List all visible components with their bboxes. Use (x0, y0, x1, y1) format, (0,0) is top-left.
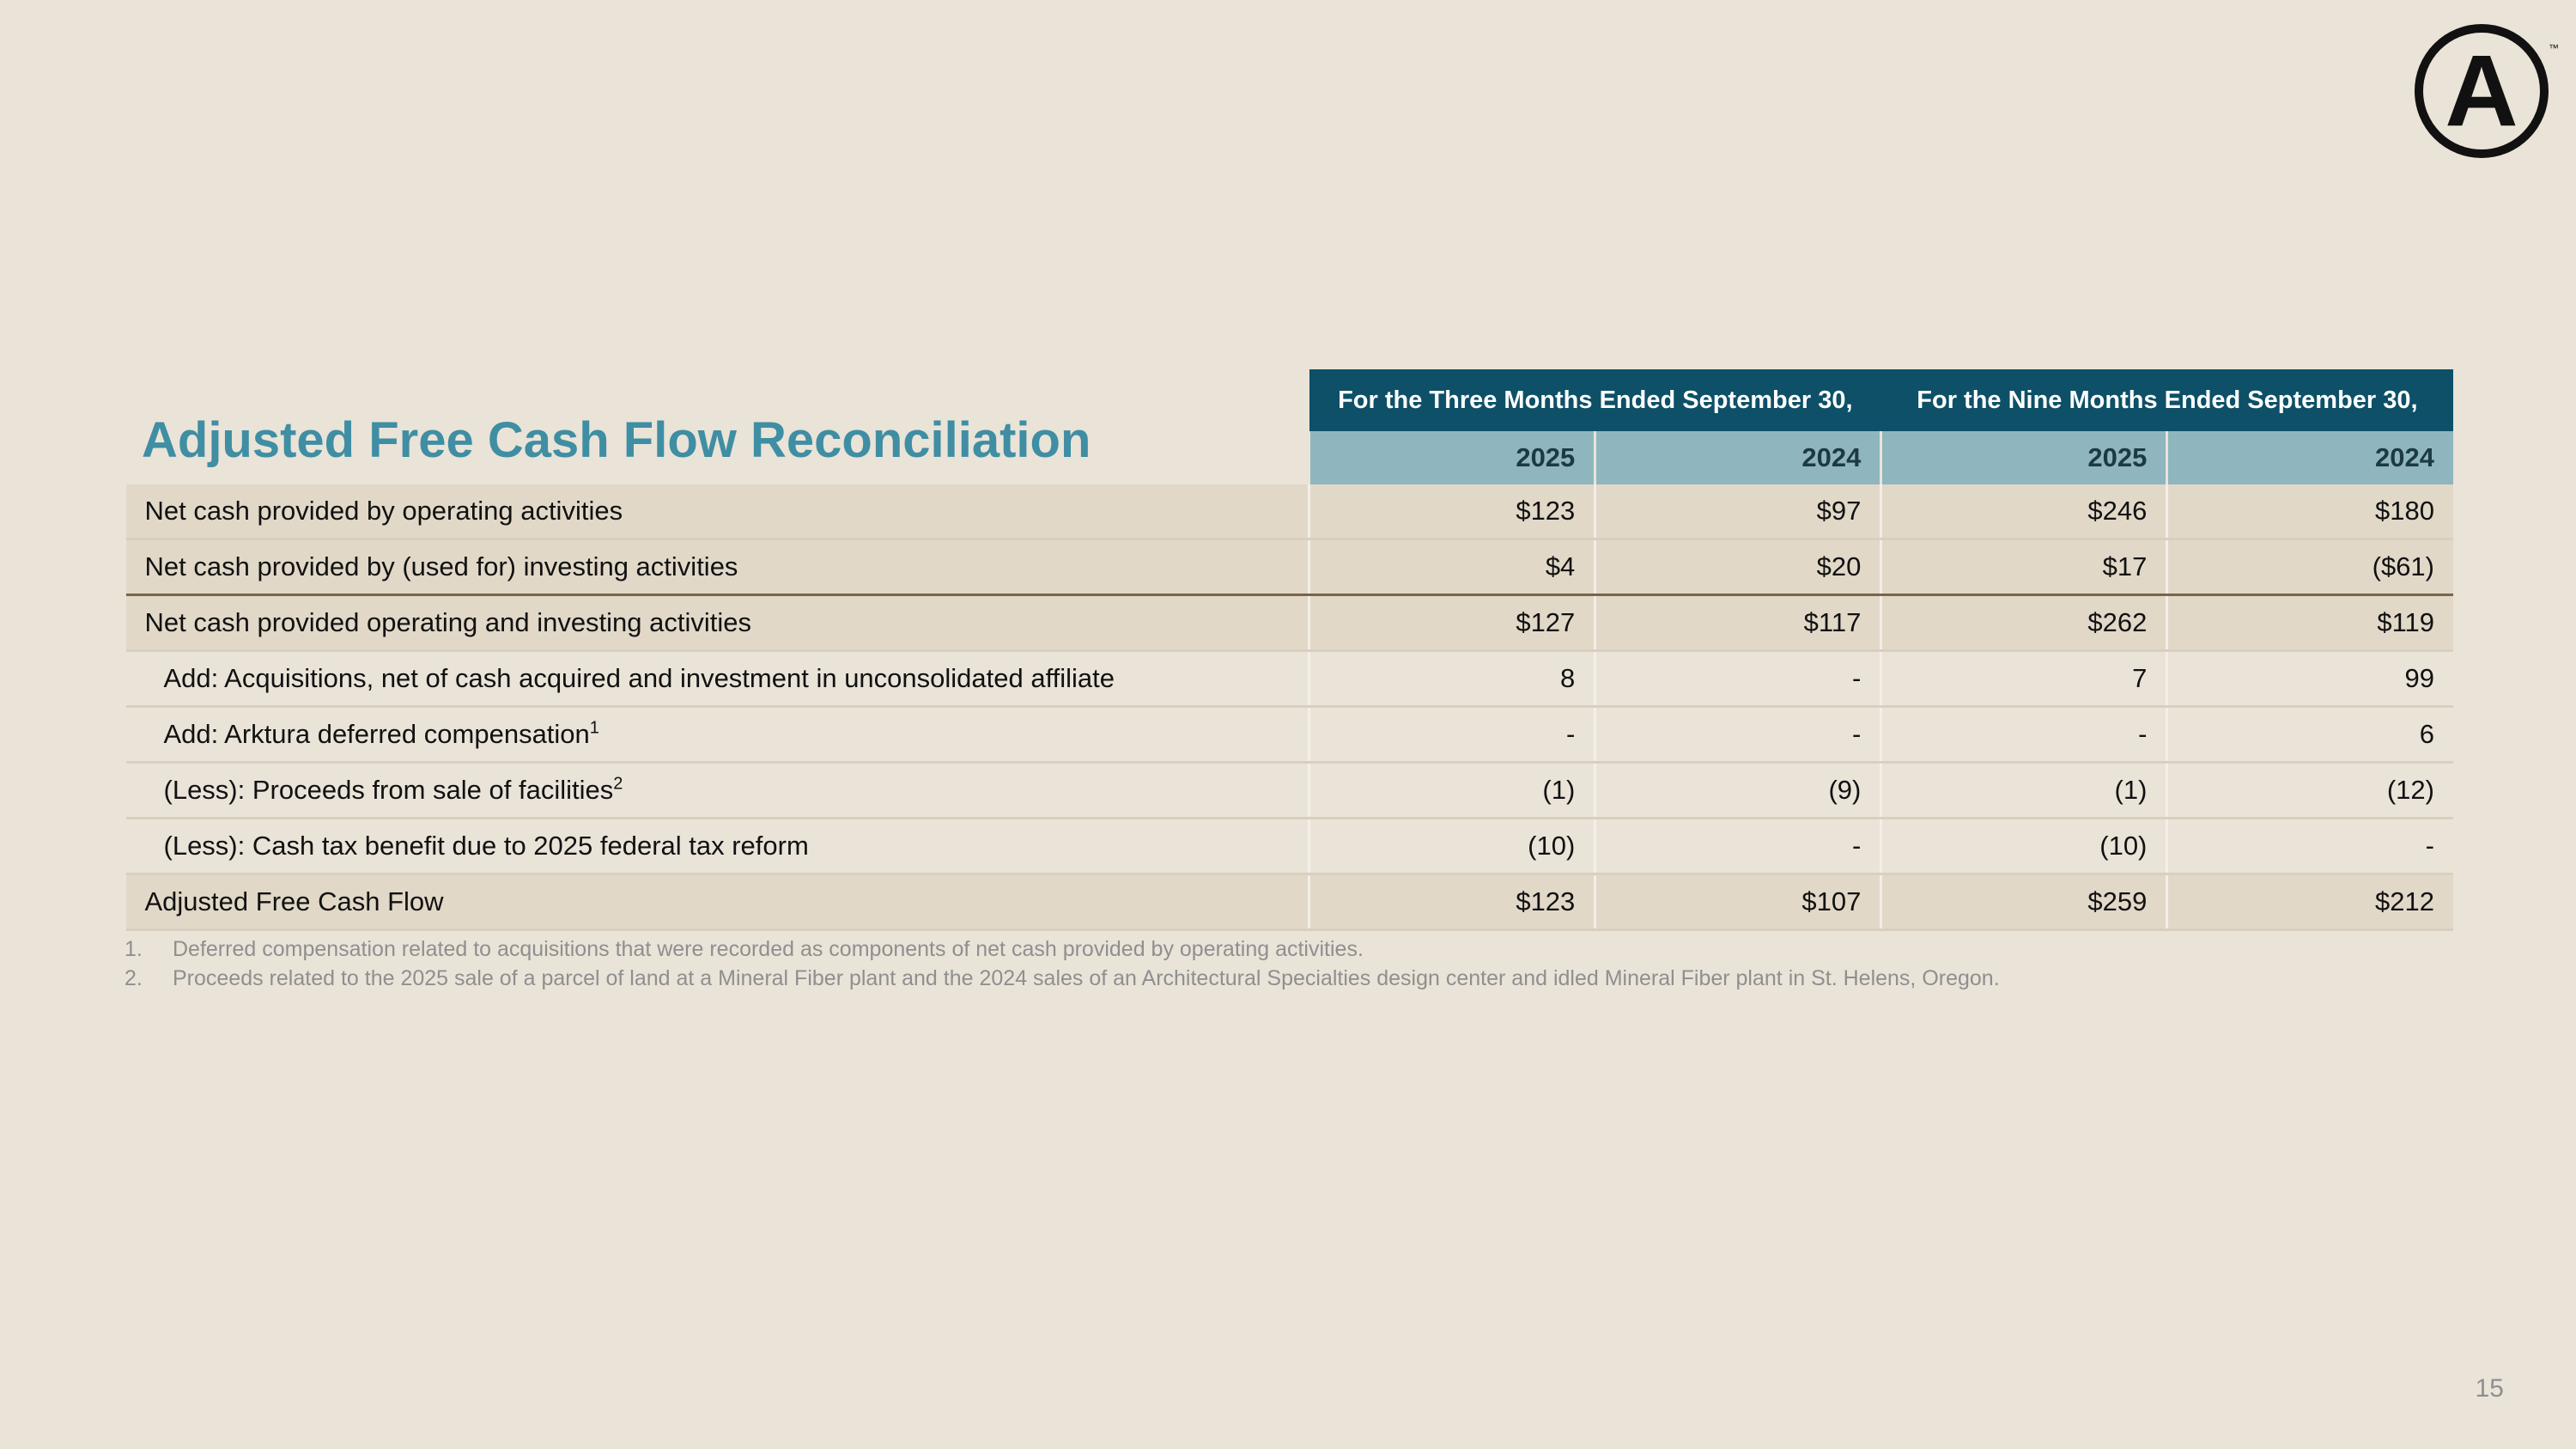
row-label: Add: Acquisitions, net of cash acquired and investment in unconsolidated affiliate (126, 651, 1309, 707)
header-nine-months: For the Nine Months Ended September 30, (1881, 369, 2453, 431)
row-value: 7 (1881, 651, 2167, 707)
row-value: 6 (2167, 707, 2453, 763)
row-value: 99 (2167, 651, 2453, 707)
table-row (126, 819, 2454, 874)
row-value: - (1309, 707, 1595, 763)
row-value: $246 (1881, 484, 2167, 539)
row-value: $123 (1309, 874, 1595, 930)
table-row (126, 651, 2454, 707)
row-label: Adjusted Free Cash Flow (126, 874, 1309, 930)
row-label: Add: Arktura deferred compensation$^1$ (126, 707, 1309, 763)
table-row (126, 484, 2454, 539)
footnote-marker: 2 (613, 774, 623, 794)
row-value: $262 (1881, 595, 2167, 651)
footnote-item (125, 964, 2099, 993)
year-header: 2024 (1595, 431, 1881, 484)
row-value: $17 (1881, 539, 2167, 595)
row-value: $117 (1595, 595, 1881, 651)
row-value: (9) (1595, 763, 1881, 819)
row-label: (Less): Cash tax benefit due to 2025 federal tax reform (126, 819, 1309, 874)
header-three-months: For the Three Months Ended September 30, (1309, 369, 1881, 431)
logo-letter: A (2445, 34, 2518, 148)
footnote-number: 2. (125, 966, 143, 990)
row-value: $259 (1881, 874, 2167, 930)
footnote-marker: 1 (589, 718, 599, 738)
page-number: 15 (2475, 1374, 2504, 1403)
row-value: (10) (1309, 819, 1595, 874)
row-value: (10) (1881, 819, 2167, 874)
year-header: 2024 (2167, 431, 2453, 484)
year-header: 2025 (1881, 431, 2167, 484)
row-value: $180 (2167, 484, 2453, 539)
row-label: Net cash provided by operating activities (126, 484, 1309, 539)
reconciliation-table (125, 369, 2453, 931)
row-value: $127 (1309, 595, 1595, 651)
header-year-row (126, 431, 2454, 484)
row-label: (Less): Proceeds from sale of facilities$^2$ (126, 763, 1309, 819)
row-value: $4 (1309, 539, 1595, 595)
logo-trademark: ™ (2549, 42, 2559, 54)
table-row (126, 707, 2454, 763)
table-row (126, 539, 2454, 595)
table-row (126, 595, 2454, 651)
footnote-text: Proceeds related to the 2025 sale of a parcel of land at a Mineral Fiber plant and the 2024 sales of an Architectural Specialties design center and idled Mineral Fiber plant in St. Helens, Oregon. (173, 966, 2000, 990)
row-value: $119 (2167, 595, 2453, 651)
row-value: - (2167, 819, 2453, 874)
row-value: ($61) (2167, 539, 2453, 595)
row-value: - (1595, 819, 1881, 874)
table-row (126, 763, 2454, 819)
header-blank (126, 369, 1309, 431)
row-value: $97 (1595, 484, 1881, 539)
header-blank (126, 431, 1309, 484)
row-value: $20 (1595, 539, 1881, 595)
row-label: Net cash provided by (used for) investing activities (126, 539, 1309, 595)
table-row-total (126, 874, 2454, 930)
armstrong-logo-icon (2413, 21, 2559, 167)
footnote-number: 1. (125, 937, 143, 961)
row-value: $123 (1309, 484, 1595, 539)
year-header: 2025 (1309, 431, 1595, 484)
footnote-text: Deferred compensation related to acquisitions that were recorded as components of net cash provided by operating activities. (173, 937, 1364, 961)
row-value: - (1881, 707, 2167, 763)
row-value: $107 (1595, 874, 1881, 930)
row-value: (1) (1309, 763, 1595, 819)
header-group-row (126, 369, 2454, 431)
row-value: - (1595, 651, 1881, 707)
page-title: Adjusted Free Cash Flow Reconciliation (142, 412, 1091, 468)
row-value: 8 (1309, 651, 1595, 707)
footnote-item (125, 935, 2099, 964)
row-value: $212 (2167, 874, 2453, 930)
row-value: - (1595, 707, 1881, 763)
row-label: Net cash provided operating and investing activities (126, 595, 1309, 651)
row-value: (1) (1881, 763, 2167, 819)
row-value: (12) (2167, 763, 2453, 819)
footnotes (125, 935, 2099, 993)
